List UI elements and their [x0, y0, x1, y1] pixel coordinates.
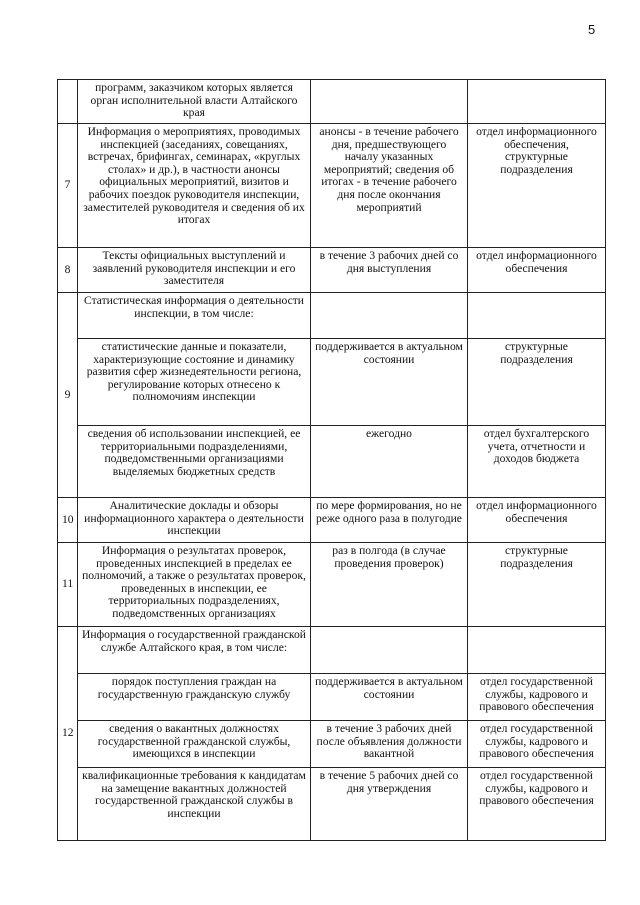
period-cell: раз в полгода (в случае проведения проверок)	[311, 543, 468, 627]
info-cell: программ, заказчиком которых является орган исполнительной власти Алтайского края	[78, 80, 311, 124]
page-number: 5	[588, 22, 596, 37]
disclosure-table	[57, 79, 606, 841]
table-row	[58, 768, 606, 841]
responsible-cell: отдел государственной службы, кадрового и правового обеспечения	[468, 721, 606, 768]
responsible-cell: структурные подразделения	[468, 543, 606, 627]
period-cell	[311, 293, 468, 339]
responsible-cell	[468, 80, 606, 124]
responsible-cell: отдел информационного обеспечения	[468, 498, 606, 543]
responsible-cell	[468, 627, 606, 674]
responsible-cell: отдел государственной службы, кадрового и правового обеспечения	[468, 768, 606, 841]
info-cell: Тексты официальных выступлений и заявлений руководителя инспекции и его заместителя	[78, 248, 311, 293]
period-cell: в течение 3 рабочих дней со дня выступления	[311, 248, 468, 293]
period-cell: поддерживается в актуальном состоянии	[311, 674, 468, 721]
period-cell: анонсы - в течение рабочего дня, предшествующего началу указанных мероприятий; сведения об итогах - в течение рабочего дня после окончания мероприятий	[311, 124, 468, 248]
table-row	[58, 80, 606, 124]
responsible-cell	[468, 293, 606, 339]
info-cell: Аналитические доклады и обзоры информационного характера о деятельности инспекции	[78, 498, 311, 543]
table-row	[58, 339, 606, 426]
responsible-cell: структурные подразделения	[468, 339, 606, 426]
table-row	[58, 248, 606, 293]
row-number-cell: 12	[58, 627, 78, 841]
info-cell: статистические данные и показатели, характеризующие состояние и динамику развития сфер жизнедеятельности региона, регулирование которых отнесено к полномочиям инспекции	[78, 339, 311, 426]
table-row	[58, 721, 606, 768]
table-row	[58, 543, 606, 627]
row-number-cell: 10	[58, 498, 78, 543]
row-number-cell: 11	[58, 543, 78, 627]
table-row	[58, 627, 606, 674]
table-row	[58, 674, 606, 721]
period-cell: в течение 3 рабочих дней после объявления должности вакантной	[311, 721, 468, 768]
info-cell: квалификационные требования к кандидатам на замещение вакантных должностей государственной гражданской службы в инспекции	[78, 768, 311, 841]
info-cell: порядок поступления граждан на государственную гражданскую службу	[78, 674, 311, 721]
info-cell: сведения об использовании инспекцией, ее территориальными подразделениями, подведомственными организациями выделяемых бюджетных средств	[78, 426, 311, 498]
period-cell: в течение 5 рабочих дней со дня утверждения	[311, 768, 468, 841]
info-cell: Информация о мероприятиях, проводимых инспекцией (заседаниях, совещаниях, встречах, брифингах, семинарах, «круглых столах» и др.), в частности анонсы официальных мероприятий, визитов и рабочих поездок руководителя инспекции, заместителей руководителя и сведения об их итогах	[78, 124, 311, 248]
info-cell: Информация о результатах проверок, проведенных инспекцией в пределах ее полномочий, а также о результатах проверок, проведенных в инспекции, ее территориальных подразделениях, подведомственных организациях	[78, 543, 311, 627]
table-row	[58, 498, 606, 543]
table-row	[58, 426, 606, 498]
table-row	[58, 124, 606, 248]
period-cell: ежегодно	[311, 426, 468, 498]
info-cell: сведения о вакантных должностях государственной гражданской службы, имеющихся в инспекции	[78, 721, 311, 768]
table-row	[58, 293, 606, 339]
responsible-cell: отдел государственной службы, кадрового и правового обеспечения	[468, 674, 606, 721]
period-cell	[311, 627, 468, 674]
row-number-cell: 8	[58, 248, 78, 293]
responsible-cell: отдел информационного обеспечения	[468, 248, 606, 293]
responsible-cell: отдел информационного обеспечения, структурные подразделения	[468, 124, 606, 248]
period-cell: поддерживается в актуальном состоянии	[311, 339, 468, 426]
row-number-cell: 9	[58, 293, 78, 498]
info-cell: Статистическая информация о деятельности инспекции, в том числе:	[78, 293, 311, 339]
responsible-cell: отдел бухгалтерского учета, отчетности и доходов бюджета	[468, 426, 606, 498]
period-cell: по мере формирования, но не реже одного раза в полугодие	[311, 498, 468, 543]
period-cell	[311, 80, 468, 124]
row-number-cell	[58, 80, 78, 124]
row-number-cell: 7	[58, 124, 78, 248]
info-cell: Информация о государственной гражданской службе Алтайского края, в том числе:	[78, 627, 311, 674]
